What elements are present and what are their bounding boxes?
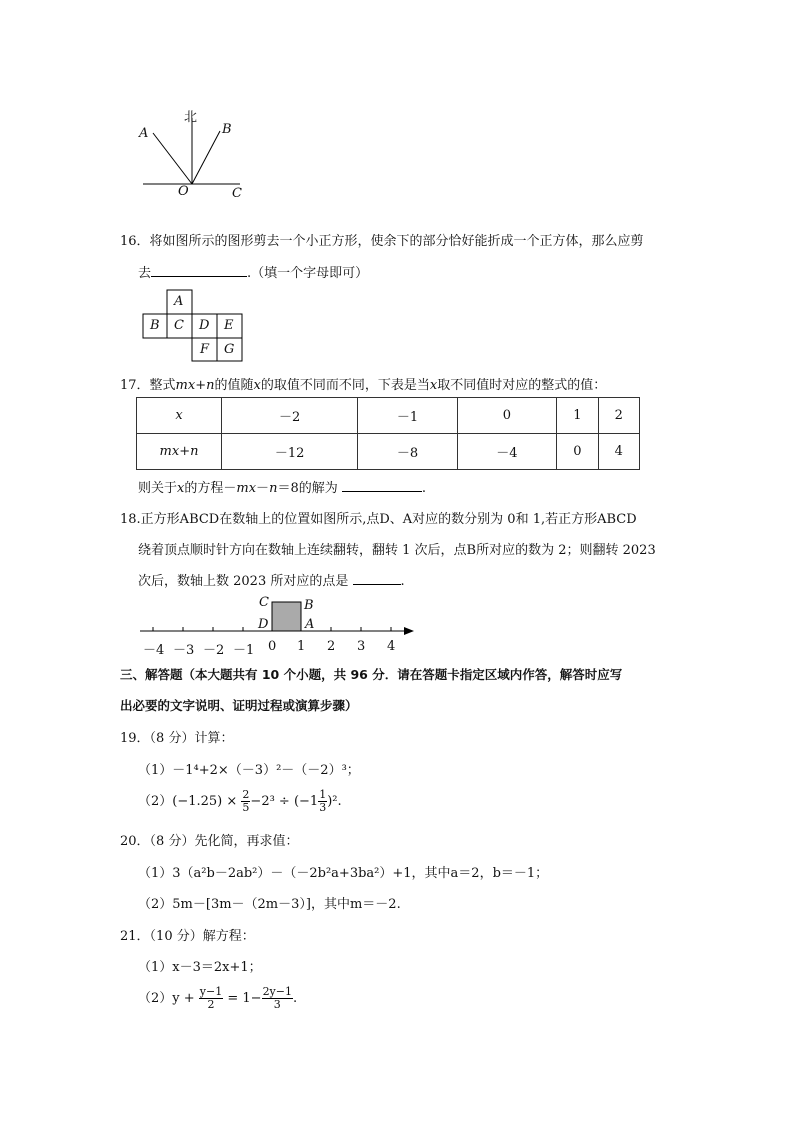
tick-label: －4 bbox=[143, 643, 165, 658]
q18-line1: 18.正方形ABCD在数轴上的位置如图所示,点D、A对应的数分别为 0和 1,若正方形ABCD bbox=[120, 512, 637, 527]
table-cell: 0 bbox=[557, 434, 598, 470]
square-label-a: A bbox=[305, 617, 315, 632]
value-table bbox=[136, 397, 640, 470]
frac-num: 2 bbox=[242, 788, 250, 801]
net-cell-d: D bbox=[199, 318, 210, 333]
q19-fraction-1-3 bbox=[318, 789, 327, 814]
tick-label: －2 bbox=[203, 643, 225, 658]
q18-line3-pre: 次后，数轴上数 2023 所对应的点是 bbox=[138, 574, 349, 589]
compass-label-b: B bbox=[222, 122, 232, 137]
frac-num: 1 bbox=[319, 788, 327, 801]
q18-line2: 绕着顶点顺时针方向在数轴上连续翻转，翻转 1 次后，点B所对应的数为 2；则翻转 2023 bbox=[138, 543, 656, 558]
section3-heading-line2: 出必要的文字说明、证明过程或演算步骤） bbox=[120, 698, 358, 713]
q17-answer-line bbox=[138, 477, 426, 496]
net-cell-b: B bbox=[150, 318, 160, 333]
q17-prefix: 17．整式 bbox=[120, 378, 176, 393]
tick-label: 1 bbox=[297, 639, 306, 654]
compass-label-o: O bbox=[178, 184, 189, 199]
q17-var2: x bbox=[429, 378, 438, 393]
q20-title: 20．（8 分）先化简，再求值： bbox=[120, 834, 299, 849]
net-cell-a: A bbox=[174, 294, 184, 309]
q17-mid2: 的取值不同而不同，下表是当 bbox=[260, 378, 430, 393]
q18-answer-blank bbox=[353, 572, 401, 585]
q19-part2 bbox=[138, 786, 342, 818]
table-cell: 4 bbox=[598, 434, 639, 470]
tick-label: 2 bbox=[327, 639, 336, 654]
q21-part2 bbox=[138, 983, 297, 1015]
q17-question bbox=[120, 374, 606, 393]
table-cell: －2 bbox=[222, 398, 358, 434]
frac-num: 2y−1 bbox=[262, 985, 292, 998]
q19-part2-pre: （2）(−1.25) × bbox=[138, 794, 238, 809]
q17-var: x bbox=[253, 378, 261, 393]
q17-suffix: 取不同值时对应的整式的值： bbox=[437, 378, 607, 393]
square-label-c: C bbox=[259, 595, 269, 610]
q19-part2-mid: −2³ ÷ (−1 bbox=[250, 794, 319, 809]
q18-line3-post: . bbox=[400, 574, 405, 589]
compass-north-label: 北 bbox=[184, 110, 198, 125]
q21-part2-end: . bbox=[293, 991, 298, 1006]
q17-answer-mx: mx bbox=[236, 481, 257, 496]
q17-answer-mid: 的方程－ bbox=[184, 481, 237, 496]
tick-label: 3 bbox=[357, 639, 366, 654]
q17-answer-blank bbox=[342, 479, 422, 492]
q21-part1: （1）x－3＝2x+1； bbox=[138, 960, 262, 975]
tick-label: 4 bbox=[387, 639, 396, 654]
table-row bbox=[137, 434, 640, 470]
table-cell: －4 bbox=[457, 434, 556, 470]
q17-answer-pre: 则关于 bbox=[138, 481, 178, 496]
q17-mid: 的值随 bbox=[214, 378, 254, 393]
q21-fraction-1 bbox=[199, 986, 223, 1011]
q17-answer-n: n bbox=[269, 481, 278, 496]
q17-answer-end: ＝8的解为 bbox=[277, 481, 338, 496]
q17-answer-minus: － bbox=[256, 481, 270, 496]
q17-answer-var: x bbox=[177, 481, 185, 496]
q17-answer-dot: . bbox=[421, 481, 426, 496]
q21-fraction-2 bbox=[262, 986, 293, 1011]
q19-part1: （1）－1⁴+2×（－3）²－（－2）³； bbox=[138, 763, 360, 778]
q21-part2-pre: （2）y + bbox=[138, 991, 195, 1006]
frac-den: 2 bbox=[207, 998, 215, 1011]
section3-heading-line1: 三、解答题（本大题共有 10 个小题，共 96 分．请在答题卡指定区域内作答，解答时应写 bbox=[120, 667, 623, 682]
frac-den: 3 bbox=[273, 998, 281, 1011]
q18-line3 bbox=[138, 570, 405, 589]
q21-title: 21．（10 分）解方程： bbox=[120, 929, 255, 944]
q19-title: 19．（8 分）计算： bbox=[120, 731, 234, 746]
table-cell: 0 bbox=[457, 398, 556, 434]
table-cell: －12 bbox=[222, 434, 358, 470]
table-cell: －8 bbox=[358, 434, 457, 470]
q16-answer-blank bbox=[151, 264, 247, 277]
table-cell: 1 bbox=[557, 398, 598, 434]
net-cell-g: G bbox=[224, 342, 235, 357]
table-cell: 2 bbox=[598, 398, 639, 434]
net-cell-e: E bbox=[224, 318, 234, 333]
q21-part2-mid: = 1− bbox=[227, 991, 262, 1006]
table-head-x: x bbox=[137, 398, 222, 434]
square-label-d: D bbox=[258, 617, 269, 632]
q20-part1: （1）3（a²b－2ab²）－（－2b²a+3ba²）+1，其中a＝2，b＝－1； bbox=[138, 866, 549, 881]
tick-label: －3 bbox=[173, 643, 195, 658]
q17-expr: mx+n bbox=[175, 378, 215, 393]
tick-label: 0 bbox=[268, 639, 277, 654]
q19-part2-end: )². bbox=[327, 794, 342, 809]
table-head-expr: mx+n bbox=[137, 434, 222, 470]
compass-label-a: A bbox=[139, 126, 149, 141]
q16-line2-pre: 去 bbox=[138, 266, 152, 281]
tick-label: －1 bbox=[233, 643, 255, 658]
q16-line2-post: .（填一个字母即可） bbox=[247, 266, 369, 281]
q16-line2 bbox=[138, 262, 368, 281]
frac-den: 3 bbox=[319, 801, 327, 814]
net-cell-c: C bbox=[174, 318, 184, 333]
compass-label-c: C bbox=[232, 186, 242, 201]
square-label-b: B bbox=[304, 598, 314, 613]
table-row bbox=[137, 398, 640, 434]
q16-line1: 16．将如图所示的图形剪去一个小正方形，使余下的部分恰好能折成一个正方体，那么应剪 bbox=[120, 234, 644, 249]
q20-part2: （2）5m－[3m－（2m－3）]，其中m＝－2. bbox=[138, 897, 401, 912]
net-cell-f: F bbox=[200, 342, 210, 357]
frac-den: 5 bbox=[242, 801, 250, 814]
frac-num: y−1 bbox=[199, 985, 223, 998]
table-cell: －1 bbox=[358, 398, 457, 434]
